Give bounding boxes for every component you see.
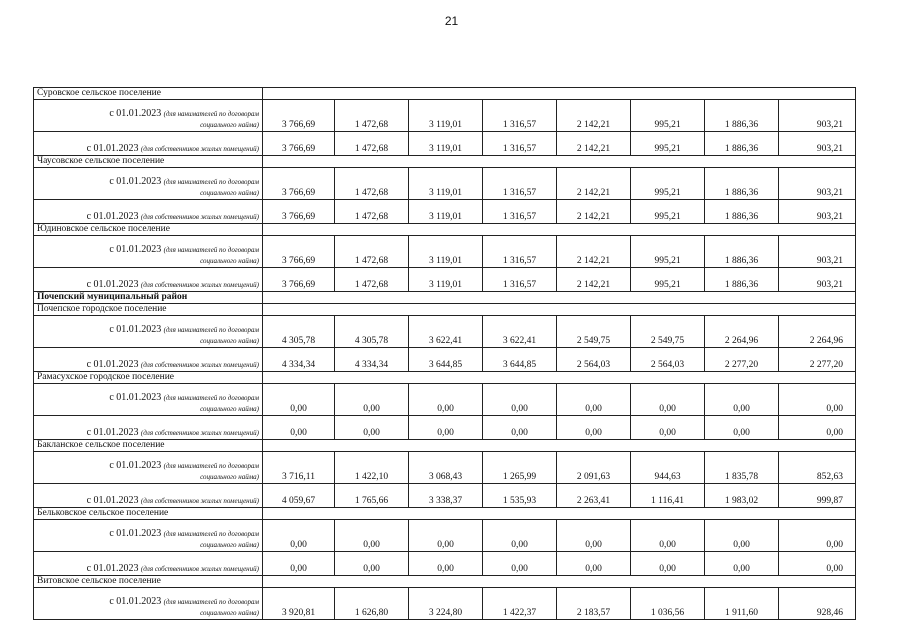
value-cell: 3 622,41	[409, 316, 483, 348]
value-cell: 3 766,69	[263, 100, 335, 132]
settlement-header-row	[34, 224, 856, 236]
tariff-note: (для нанимателей по договорам	[163, 178, 259, 186]
value-cell: 928,46	[779, 588, 856, 620]
effective-date: с 01.01.2023	[109, 596, 162, 607]
district-header-row	[34, 292, 856, 304]
value-cell: 4 305,78	[263, 316, 335, 348]
tariff-row-label	[34, 416, 263, 440]
value-cell: 0,00	[409, 416, 483, 440]
tariff-row-label	[34, 132, 263, 156]
value-cell: 0,00	[631, 552, 705, 576]
value-cell: 995,21	[631, 100, 705, 132]
value-cell: 0,00	[557, 552, 631, 576]
tariff-row	[34, 132, 856, 156]
effective-date: с 01.01.2023	[86, 495, 139, 506]
value-cell: 1 472,68	[335, 100, 409, 132]
value-cell: 1 472,68	[335, 132, 409, 156]
tariff-note-continued: социального найма)	[200, 609, 259, 617]
value-cell: 0,00	[705, 520, 779, 552]
tariff-note-continued: социального найма)	[200, 189, 259, 197]
value-cell: 0,00	[631, 384, 705, 416]
value-cell: 995,21	[631, 168, 705, 200]
value-cell: 2 142,21	[557, 200, 631, 224]
tariff-row	[34, 416, 856, 440]
empty-cell	[263, 576, 856, 588]
value-cell: 1 316,57	[483, 236, 557, 268]
tariff-note: (для собственников жилых помещений)	[140, 213, 259, 221]
value-cell: 4 059,67	[263, 484, 335, 508]
value-cell: 0,00	[705, 552, 779, 576]
value-cell: 903,21	[779, 132, 856, 156]
value-cell: 3 766,69	[263, 268, 335, 292]
settlement-header-row	[34, 88, 856, 100]
tariff-note: (для нанимателей по договорам	[163, 530, 259, 538]
tariff-row-label	[34, 236, 263, 268]
district-name: Почепский муниципальный район	[34, 292, 263, 304]
value-cell: 0,00	[409, 520, 483, 552]
value-cell: 1 983,02	[705, 484, 779, 508]
value-cell: 2 183,57	[557, 588, 631, 620]
tariff-note: (для нанимателей по договорам	[163, 326, 259, 334]
value-cell: 3 766,69	[263, 236, 335, 268]
value-cell: 995,21	[631, 268, 705, 292]
tariff-note-continued: социального найма)	[200, 121, 259, 129]
empty-cell	[263, 88, 856, 100]
settlement-header-row	[34, 304, 856, 316]
value-cell: 999,87	[779, 484, 856, 508]
value-cell: 3 119,01	[409, 168, 483, 200]
value-cell: 852,63	[779, 452, 856, 484]
value-cell: 0,00	[557, 520, 631, 552]
value-cell: 1 911,60	[705, 588, 779, 620]
value-cell: 2 264,96	[705, 316, 779, 348]
tariff-note: (для нанимателей по договорам	[163, 598, 259, 606]
value-cell: 995,21	[631, 200, 705, 224]
value-cell: 2 264,96	[779, 316, 856, 348]
tariff-row	[34, 236, 856, 268]
tariff-row-label	[34, 168, 263, 200]
value-cell: 2 263,41	[557, 484, 631, 508]
value-cell: 903,21	[779, 236, 856, 268]
value-cell: 0,00	[483, 384, 557, 416]
tariff-row-label	[34, 452, 263, 484]
tariff-note: (для нанимателей по договорам	[163, 462, 259, 470]
settlement-header-row	[34, 156, 856, 168]
value-cell: 0,00	[779, 552, 856, 576]
tariff-note-continued: социального найма)	[200, 257, 259, 265]
value-cell: 1 886,36	[705, 100, 779, 132]
tariff-table	[33, 87, 856, 620]
tariff-row	[34, 268, 856, 292]
empty-cell	[263, 292, 856, 304]
value-cell: 3 338,37	[409, 484, 483, 508]
value-cell: 3 644,85	[409, 348, 483, 372]
value-cell: 903,21	[779, 268, 856, 292]
settlement-header-row	[34, 576, 856, 588]
settlement-name: Чаусовское сельское поселение	[34, 156, 263, 168]
tariff-row-label	[34, 520, 263, 552]
tariff-note: (для собственников жилых помещений)	[140, 145, 259, 153]
value-cell: 1 886,36	[705, 132, 779, 156]
value-cell: 3 068,43	[409, 452, 483, 484]
value-cell: 995,21	[631, 132, 705, 156]
value-cell: 3 119,01	[409, 100, 483, 132]
value-cell: 0,00	[263, 384, 335, 416]
value-cell: 1 472,68	[335, 268, 409, 292]
value-cell: 0,00	[483, 552, 557, 576]
value-cell: 903,21	[779, 168, 856, 200]
value-cell: 4 305,78	[335, 316, 409, 348]
value-cell: 1 265,99	[483, 452, 557, 484]
settlement-name: Суровское сельское поселение	[34, 88, 263, 100]
value-cell: 2 142,21	[557, 100, 631, 132]
value-cell: 2 142,21	[557, 268, 631, 292]
tariff-row	[34, 348, 856, 372]
value-cell: 0,00	[705, 416, 779, 440]
value-cell: 1 626,80	[335, 588, 409, 620]
value-cell: 3 766,69	[263, 132, 335, 156]
value-cell: 0,00	[335, 520, 409, 552]
value-cell: 3 119,01	[409, 200, 483, 224]
settlement-name: Юдиновское сельское поселение	[34, 224, 263, 236]
value-cell: 4 334,34	[335, 348, 409, 372]
value-cell: 0,00	[557, 384, 631, 416]
settlement-header-row	[34, 508, 856, 520]
tariff-row	[34, 100, 856, 132]
value-cell: 2 091,63	[557, 452, 631, 484]
value-cell: 0,00	[483, 416, 557, 440]
value-cell: 0,00	[631, 416, 705, 440]
tariff-note-continued: социального найма)	[200, 405, 259, 413]
value-cell: 2 549,75	[557, 316, 631, 348]
tariff-row-label	[34, 384, 263, 416]
tariff-note: (для нанимателей по договорам	[163, 394, 259, 402]
effective-date: с 01.01.2023	[86, 427, 139, 438]
tariff-note-continued: социального найма)	[200, 541, 259, 549]
value-cell: 1 835,78	[705, 452, 779, 484]
tariff-note: (для собственников жилых помещений)	[140, 565, 259, 573]
settlement-name: Почепское городское поселение	[34, 304, 263, 316]
tariff-row	[34, 316, 856, 348]
value-cell: 3 622,41	[483, 316, 557, 348]
value-cell: 995,21	[631, 236, 705, 268]
empty-cell	[263, 372, 856, 384]
value-cell: 3 119,01	[409, 236, 483, 268]
value-cell: 0,00	[335, 552, 409, 576]
page-number: 21	[444, 14, 459, 28]
value-cell: 1 316,57	[483, 200, 557, 224]
tariff-row-label	[34, 588, 263, 620]
tariff-note: (для собственников жилых помещений)	[140, 361, 259, 369]
settlement-header-row	[34, 372, 856, 384]
value-cell: 1 535,93	[483, 484, 557, 508]
tariff-row	[34, 384, 856, 416]
effective-date: с 01.01.2023	[86, 279, 139, 290]
tariff-row-label	[34, 552, 263, 576]
value-cell: 1 036,56	[631, 588, 705, 620]
effective-date: с 01.01.2023	[109, 324, 162, 335]
empty-cell	[263, 224, 856, 236]
effective-date: с 01.01.2023	[109, 528, 162, 539]
tariff-row	[34, 452, 856, 484]
value-cell: 2 142,21	[557, 168, 631, 200]
value-cell: 903,21	[779, 200, 856, 224]
value-cell: 0,00	[409, 384, 483, 416]
empty-cell	[263, 508, 856, 520]
value-cell: 1 116,41	[631, 484, 705, 508]
effective-date: с 01.01.2023	[109, 392, 162, 403]
tariff-row-label	[34, 484, 263, 508]
tariff-row-label	[34, 268, 263, 292]
value-cell: 0,00	[263, 520, 335, 552]
value-cell: 1 472,68	[335, 236, 409, 268]
tariff-row	[34, 520, 856, 552]
value-cell: 1 886,36	[705, 268, 779, 292]
tariff-row-label	[34, 100, 263, 132]
value-cell: 0,00	[557, 416, 631, 440]
effective-date: с 01.01.2023	[86, 143, 139, 154]
value-cell: 3 119,01	[409, 268, 483, 292]
tariff-row	[34, 588, 856, 620]
value-cell: 1 886,36	[705, 168, 779, 200]
tariff-note: (для нанимателей по договорам	[163, 110, 259, 118]
value-cell: 1 886,36	[705, 200, 779, 224]
value-cell: 2 549,75	[631, 316, 705, 348]
value-cell: 1 422,37	[483, 588, 557, 620]
value-cell: 1 472,68	[335, 168, 409, 200]
tariff-note: (для собственников жилых помещений)	[140, 429, 259, 437]
settlement-name: Витовское сельское поселение	[34, 576, 263, 588]
value-cell: 1 886,36	[705, 236, 779, 268]
value-cell: 1 472,68	[335, 200, 409, 224]
effective-date: с 01.01.2023	[109, 460, 162, 471]
value-cell: 0,00	[779, 520, 856, 552]
value-cell: 2 277,20	[705, 348, 779, 372]
value-cell: 0,00	[631, 520, 705, 552]
value-cell: 0,00	[779, 384, 856, 416]
settlement-name: Бельковское сельское поселение	[34, 508, 263, 520]
value-cell: 2 142,21	[557, 236, 631, 268]
value-cell: 3 644,85	[483, 348, 557, 372]
tariff-note-continued: социального найма)	[200, 337, 259, 345]
value-cell: 0,00	[483, 520, 557, 552]
tariff-note-continued: социального найма)	[200, 473, 259, 481]
value-cell: 3 716,11	[263, 452, 335, 484]
tariff-row	[34, 168, 856, 200]
tariff-note: (для нанимателей по договорам	[163, 246, 259, 254]
value-cell: 0,00	[335, 384, 409, 416]
value-cell: 1 316,57	[483, 168, 557, 200]
value-cell: 0,00	[263, 416, 335, 440]
value-cell: 0,00	[779, 416, 856, 440]
value-cell: 1 316,57	[483, 132, 557, 156]
value-cell: 3 920,81	[263, 588, 335, 620]
value-cell: 0,00	[335, 416, 409, 440]
tariff-row-label	[34, 316, 263, 348]
tariff-note: (для собственников жилых помещений)	[140, 281, 259, 289]
effective-date: с 01.01.2023	[86, 359, 139, 370]
value-cell: 3 119,01	[409, 132, 483, 156]
value-cell: 2 564,03	[557, 348, 631, 372]
tariff-row-label	[34, 200, 263, 224]
value-cell: 903,21	[779, 100, 856, 132]
tariff-row	[34, 484, 856, 508]
value-cell: 944,63	[631, 452, 705, 484]
effective-date: с 01.01.2023	[109, 176, 162, 187]
empty-cell	[263, 156, 856, 168]
effective-date: с 01.01.2023	[109, 108, 162, 119]
value-cell: 0,00	[409, 552, 483, 576]
settlement-name: Рамасухское городское поселение	[34, 372, 263, 384]
empty-cell	[263, 304, 856, 316]
value-cell: 2 564,03	[631, 348, 705, 372]
value-cell: 1 422,10	[335, 452, 409, 484]
value-cell: 3 766,69	[263, 200, 335, 224]
effective-date: с 01.01.2023	[109, 244, 162, 255]
table-body	[34, 88, 856, 620]
effective-date: с 01.01.2023	[86, 211, 139, 222]
settlement-name: Бакланское сельское поселение	[34, 440, 263, 452]
value-cell: 0,00	[263, 552, 335, 576]
value-cell: 1 316,57	[483, 100, 557, 132]
value-cell: 3 766,69	[263, 168, 335, 200]
value-cell: 1 316,57	[483, 268, 557, 292]
value-cell: 4 334,34	[263, 348, 335, 372]
tariff-note: (для собственников жилых помещений)	[140, 497, 259, 505]
tariff-row	[34, 200, 856, 224]
tariff-row-label	[34, 348, 263, 372]
effective-date: с 01.01.2023	[86, 563, 139, 574]
tariff-row	[34, 552, 856, 576]
value-cell: 2 277,20	[779, 348, 856, 372]
value-cell: 0,00	[705, 384, 779, 416]
value-cell: 2 142,21	[557, 132, 631, 156]
empty-cell	[263, 440, 856, 452]
settlement-header-row	[34, 440, 856, 452]
value-cell: 3 224,80	[409, 588, 483, 620]
value-cell: 1 765,66	[335, 484, 409, 508]
